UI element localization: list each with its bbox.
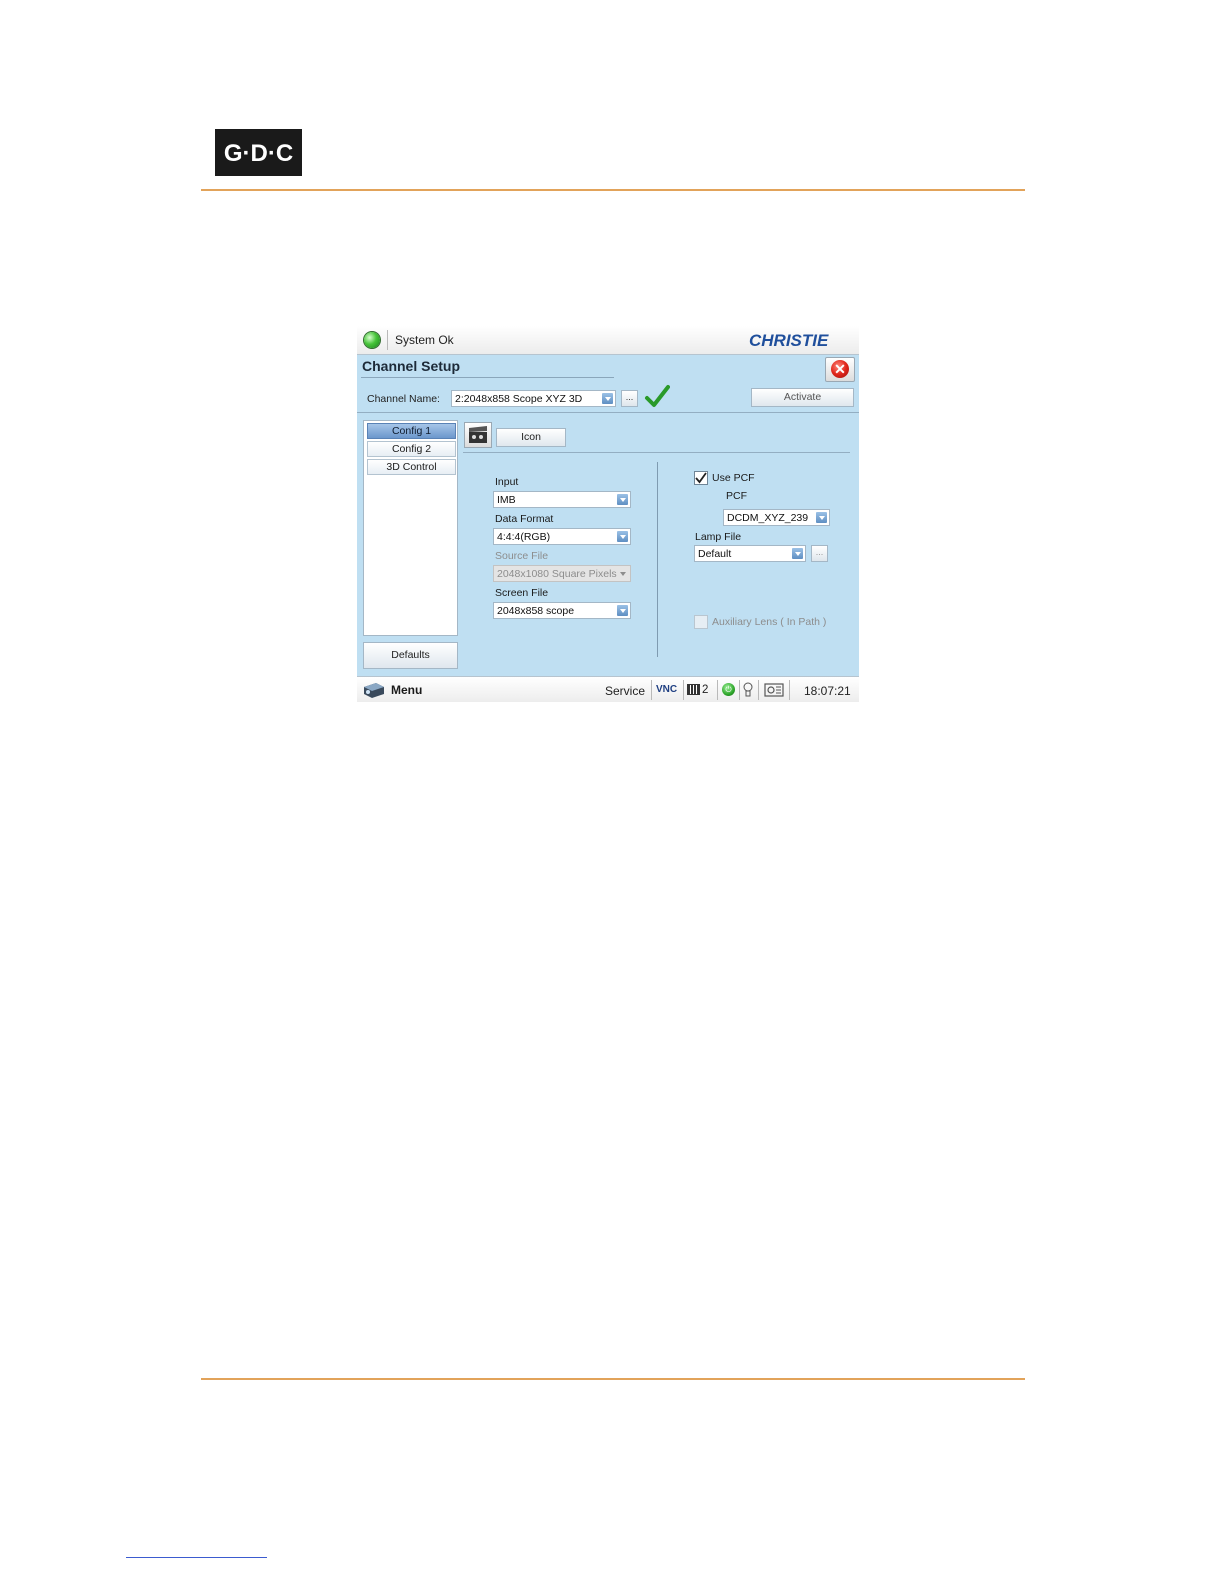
screen-file-label: Screen File xyxy=(495,587,549,599)
bottom-bar xyxy=(357,676,859,702)
icon-separator xyxy=(463,452,850,453)
lamp-file-label: Lamp File xyxy=(695,531,742,543)
pcf-dropdown[interactable] xyxy=(723,509,830,526)
chevron-down-icon xyxy=(792,548,803,559)
status-bar xyxy=(357,326,859,355)
bottom-divider xyxy=(789,680,790,700)
page-title: Channel Setup xyxy=(362,358,461,374)
use-pcf-checkbox[interactable] xyxy=(694,471,708,485)
chevron-down-icon xyxy=(617,568,628,579)
defaults-button[interactable]: Defaults xyxy=(363,642,458,669)
header-rule xyxy=(201,189,1025,191)
use-pcf-label: Use PCF xyxy=(712,472,755,484)
channel-setup-window xyxy=(357,326,859,702)
icon-button[interactable]: Icon xyxy=(496,428,566,447)
chevron-down-icon xyxy=(617,531,628,542)
status-text: System Ok xyxy=(395,333,454,347)
lamp-browse-button[interactable]: ... xyxy=(811,545,828,562)
data-format-label: Data Format xyxy=(495,513,554,525)
chevron-down-icon xyxy=(617,494,628,505)
footer-rule xyxy=(201,1378,1025,1380)
header-separator xyxy=(357,412,859,413)
channel-icon xyxy=(687,684,700,695)
input-value: IMB xyxy=(497,494,516,506)
channel-name-label: Channel Name: xyxy=(367,393,440,405)
chevron-down-icon xyxy=(617,605,628,616)
tab-3d-control[interactable]: 3D Control xyxy=(367,459,456,475)
bottom-divider xyxy=(717,680,718,700)
christie-logo xyxy=(749,330,851,350)
channel-name-dropdown[interactable] xyxy=(451,390,616,407)
status-divider xyxy=(387,330,388,350)
source-file-label: Source File xyxy=(495,550,549,562)
channel-number: 2 xyxy=(702,684,709,696)
bottom-divider xyxy=(758,680,759,700)
auxiliary-lens-label: Auxiliary Lens ( In Path ) xyxy=(712,616,827,628)
channel-browse-button[interactable]: ... xyxy=(621,390,638,407)
power-icon[interactable]: ⏻ xyxy=(722,683,735,696)
config-tab-panel xyxy=(363,420,458,636)
source-file-dropdown xyxy=(493,565,631,582)
service-status: Service xyxy=(605,684,646,698)
projector-menu-icon[interactable] xyxy=(362,681,386,699)
chevron-down-icon xyxy=(816,512,827,523)
tab-config-2[interactable]: Config 2 xyxy=(367,441,456,457)
tab-config-1[interactable]: Config 1 xyxy=(367,423,456,439)
pcf-value: DCDM_XYZ_239 xyxy=(727,512,809,524)
gdc-logo xyxy=(215,129,302,176)
vnc-status[interactable]: VNC xyxy=(656,684,678,695)
lamp-file-dropdown[interactable] xyxy=(694,545,806,562)
chevron-down-icon xyxy=(602,393,613,404)
auxiliary-lens-checkbox xyxy=(694,615,708,629)
channel-name-value: 2:2048x858 Scope XYZ 3D xyxy=(455,393,583,405)
status-ok-icon[interactable] xyxy=(364,332,380,348)
title-underline xyxy=(361,377,614,378)
screen-file-value: 2048x858 scope xyxy=(497,605,575,617)
data-format-dropdown[interactable] xyxy=(493,528,631,545)
activate-button[interactable]: Activate xyxy=(751,388,854,407)
checkmark-icon xyxy=(644,384,670,410)
menu-button[interactable]: Menu xyxy=(391,683,423,697)
bottom-divider xyxy=(739,680,740,700)
pcf-label: PCF xyxy=(726,490,747,502)
source-file-value: 2048x1080 Square Pixels xyxy=(497,568,617,580)
lamp-bulb-icon[interactable] xyxy=(743,682,753,698)
input-dropdown[interactable] xyxy=(493,491,631,508)
bottom-divider xyxy=(683,680,684,700)
data-format-value: 4:4:4(RGB) xyxy=(497,531,551,543)
gdc-logo-mark xyxy=(215,129,302,176)
footnote-link-line xyxy=(126,1557,267,1558)
gdc-logo-text: G·D·C xyxy=(223,140,294,167)
film-clapper-icon[interactable] xyxy=(464,422,492,448)
screen-file-dropdown[interactable] xyxy=(493,602,631,619)
close-icon: ✕ xyxy=(831,360,849,378)
close-button[interactable] xyxy=(825,357,855,382)
bottom-divider xyxy=(651,680,652,700)
checkmark-icon xyxy=(695,472,707,484)
projector-status-icon[interactable] xyxy=(762,681,786,699)
input-label: Input xyxy=(495,476,519,488)
film-clapper-glyph xyxy=(465,423,491,447)
christie-logo-text: CHRISTIE xyxy=(749,331,829,350)
lamp-file-value: Default xyxy=(698,548,732,560)
column-separator xyxy=(657,462,658,657)
clock: 18:07:21 xyxy=(804,684,851,698)
